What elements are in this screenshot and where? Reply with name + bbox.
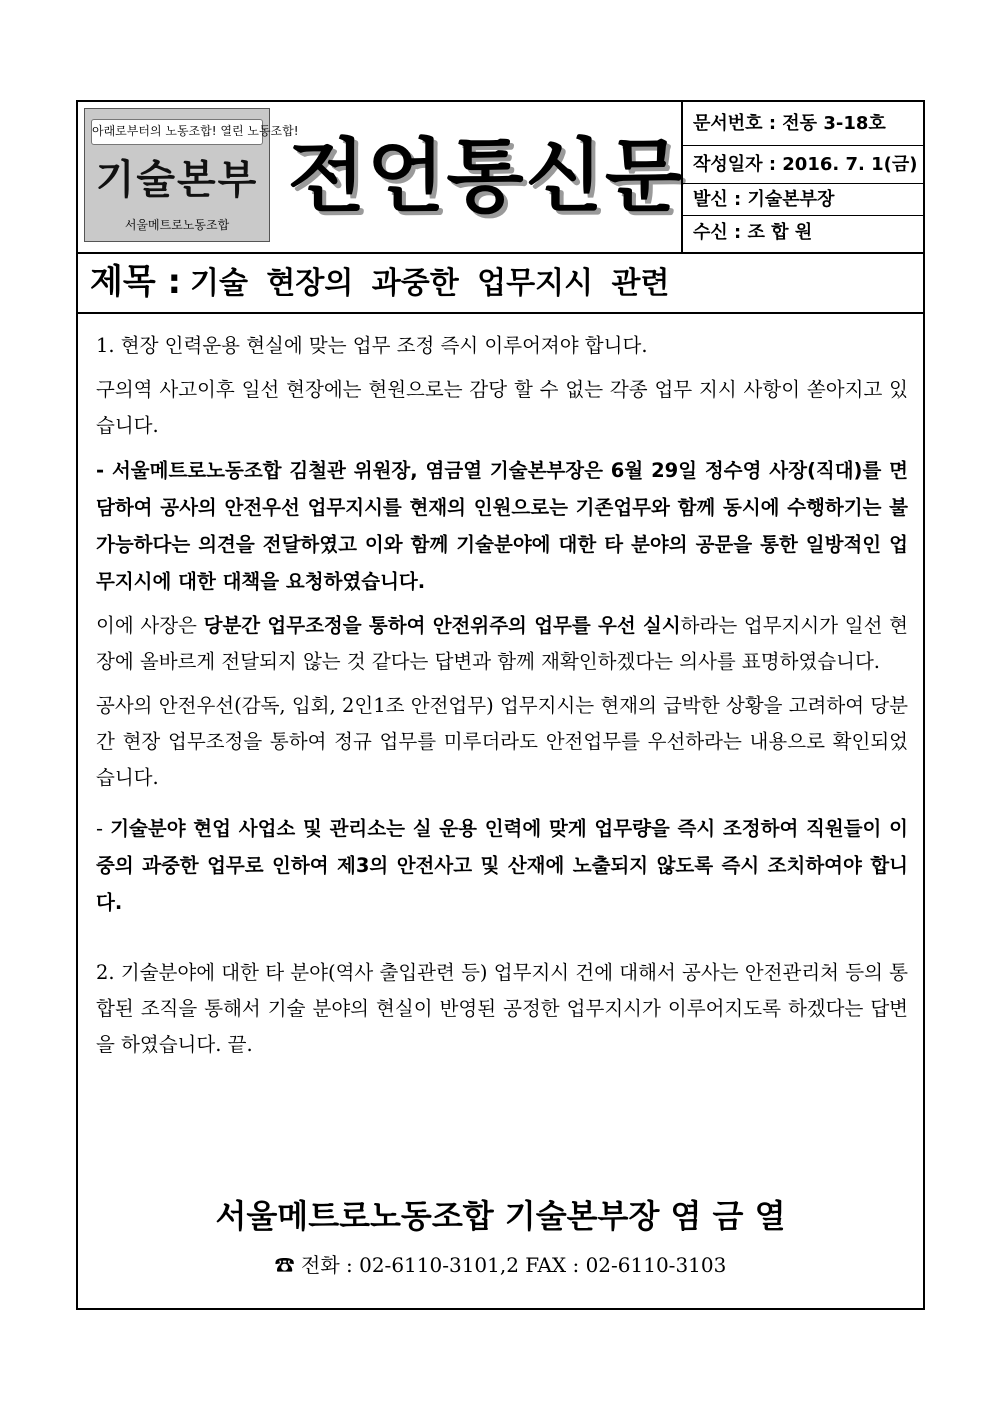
logo-name: 기술본부 [95, 157, 259, 203]
doc-sender: 발신 : 기술본부장 [683, 184, 923, 216]
contact-info: ☎ 전화 : 02-6110-3101,2 FAX : 02-6110-3103 [274, 1253, 727, 1277]
paragraph-4-pre: 이에 사장은 [96, 614, 204, 637]
document-meta [681, 102, 923, 252]
document-title: 전언통신문 [287, 130, 685, 223]
paragraph-4 [96, 608, 908, 680]
subject-text: 기술 현장의 과중한 업무지시 관련 [190, 266, 670, 301]
document-header [78, 102, 923, 254]
logo-slogan: 아래로부터의 노동조합! 열린 노동조합! [91, 119, 263, 145]
paragraph-3: - 서울메트로노동조합 김철관 위원장, 염금열 기술본부장은 6월 29일 정수영 사장(직대)를 면담하여 공사의 안전우선 업무지시를 현재의 인원으로는 기존업무와 함께 동시에 수행하기는 불가능하다는 의견을 전달하였고 이와 함께 기술분야에 대한 타 분야의 공문을 통한 일방적인 업무지시에 대한 대책을 요청하였습니다. [96, 459, 908, 593]
paragraph-6-dash: - [96, 817, 111, 840]
paragraph-5: 공사의 안전우선(감독, 입회, 2인1조 안전업무) 업무지시는 현재의 급박한 상황을 고려하여 당분간 현장 업무조정을 통하여 정규 업무를 미루더라도 안전업무를 우선하라는 내용으로 확인되었습니다. [96, 694, 908, 789]
paragraph-2: 구의역 사고이후 일선 현장에는 현원으로는 감당 할 수 없는 각종 업무 지시 사항이 쏟아지고 있습니다. [96, 378, 908, 437]
document-body [96, 328, 908, 1063]
paragraph-6 [96, 810, 908, 921]
doc-number: 문서번호 : 전동 3-18호 [683, 102, 923, 146]
doc-recipient: 수신 : 조 합 원 [693, 222, 813, 243]
doc-date: 작성일자 : 2016. 7. 1(금) [683, 146, 923, 184]
document-frame [76, 100, 925, 1310]
paragraph-1: 1. 현장 인력운용 현실에 맞는 업무 조정 즉시 이루어져야 합니다. [96, 334, 648, 357]
subject-label: 제목 : [90, 262, 182, 302]
paragraph-6-text: 기술분야 현업 사업소 및 관리소는 실 운용 인력에 맞게 업무량을 즉시 조정하여 직원들이 이중의 과중한 업무로 인하여 제3의 안전사고 및 산재에 노출되지 않도록 즉시 조치하여야 합니다. [96, 817, 908, 914]
logo-union-name: 서울메트로노동조합 [124, 218, 230, 232]
paragraph-4-post: 하라는 업무지시가 일선 현장에 올바르게 전달되지 않는 것 같다는 답변과 함께 재확인하겠다는 의사를 표명하였습니다. [96, 614, 908, 673]
signature: 서울메트로노동조합 기술본부장 염 금 열 [215, 1197, 786, 1235]
paragraph-7: 2. 기술분야에 대한 타 분야(역사 출입관련 등) 업무지시 건에 대해서 공사는 안전관리처 등의 통합된 조직을 통해서 기술 분야의 현실이 반영된 공정한 업무지시가 이루어지도록 하겠다는 답변을 하였습니다. 끝. [96, 961, 908, 1056]
subject-row [78, 252, 923, 314]
paragraph-4-emphasis: 당분간 업무조정을 통하여 안전위주의 업무를 우선 실시 [203, 614, 681, 637]
union-logo [84, 108, 299, 242]
